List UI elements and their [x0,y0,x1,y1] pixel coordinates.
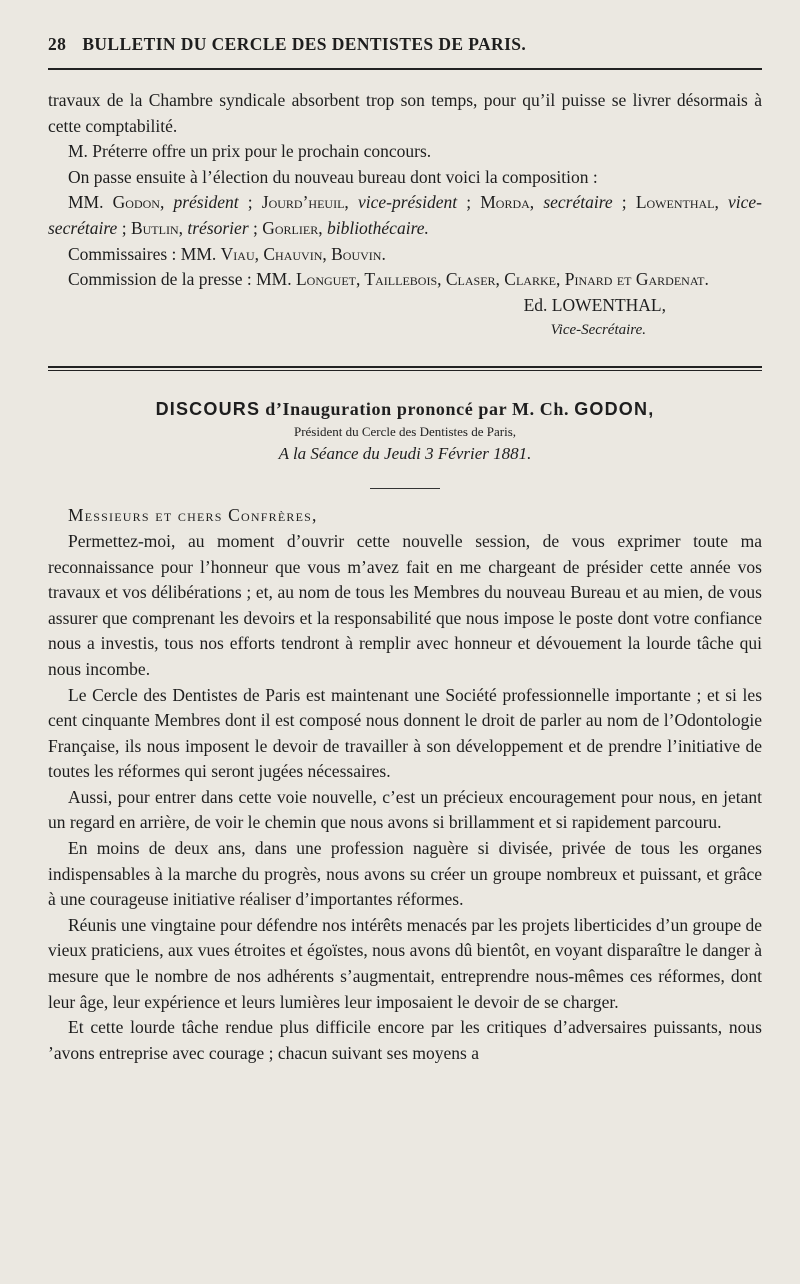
member-name: Godon [112,192,160,213]
discours-subtitle: Président du Cercle des Dentistes de Paris, [293,424,517,440]
speech-paragraph: Le Cercle des Dentistes de Paris est maintenant une Société professionnelle importante ; et si les cent cinquante Membres dont il est composé nous donnent le droit de parler au nom de l’Odontologie Française, ils nous imposent le devoir de travailler à son développement et de prendre l’initiative de toutes les réformes qui seront jugées nécessaires. [48,684,762,782]
minutes-paragraph: On passe ensuite à l’élection du nouveau bureau dont voici la composition : [68,166,598,187]
presse-line [48,267,762,293]
member-name: Gorlier [262,217,319,238]
member-role: trésorier [187,217,249,238]
discours-title [48,399,762,420]
signature-role: Vice-Secrétaire. [550,322,646,339]
speech-paragraph: Et cette lourde tâche rendue plus difficile encore par les critiques d’adversaires puissants, nous ’avons entreprise avec courage ; chacun suivant ses moyens a [48,1017,762,1063]
member-name: Morda [480,192,530,213]
commissaires-label: Commissaires : MM. [68,243,221,264]
member-name: Jourd’heuil [261,192,345,213]
member-name: Butlin [130,217,179,238]
member-role: président [173,192,239,213]
bureau-composition: MM. Godon, président ; Jourd’heuil, vice-président ; Morda, secrétaire ; Lowenthal, vice-secrétaire ; Butlin, trésorier ; Gorlier, bibliothécaire. [48,192,763,238]
member-role: bibliothécaire. [326,217,429,238]
section-divider [48,366,762,371]
title-name: GODON, [574,399,655,420]
commissaires-line [48,242,762,268]
presse-label: Commission de la presse : MM. [68,269,296,290]
running-header [48,34,760,64]
member-name: Lowenthal [635,192,715,213]
bulletin-title: BULLETIN DU CERCLE DES DENTISTES DE PARIS. [82,34,527,54]
bureau-intro: MM. [68,192,113,213]
discours-dateline: A la Séance du Jeudi 3 Février 1881. [278,444,532,464]
member-role: vice-secrétaire [48,192,763,238]
member-role: secrétaire [543,192,613,213]
speech-body [48,503,762,1066]
title-rule [370,488,440,489]
signature: Ed. LOWENTHAL, [523,294,666,315]
discours-heading [48,399,762,489]
minutes-paragraph: M. Préterre offre un prix pour le prochain concours. [68,141,432,162]
speech-paragraph: Aussi, pour entrer dans cette voie nouvelle, c’est un précieux encouragement pour nous, en jetant un regard en arrière, de voir le chemin que nous avons si brillamment et si rapidement parcouru. [48,786,762,833]
presse-names: Longuet, Taillebois, Claser, Clarke, Pinard et Gardenat. [295,269,709,290]
minutes-section [48,88,762,342]
salutation: Messieurs et chers Confrères, [68,505,318,526]
speech-paragraph: Permettez-moi, au moment d’ouvrir cette nouvelle session, de vous exprimer toute ma reconnaissance pour l’honneur que vous m’avez fait en me chargeant de présider cette année vos travaux et vos délibérations ; et, au nom de tous les Membres du nouveau Bureau et au mien, de vous assurer que comprenant les devoirs et la responsabilité que nous impose le poste dont votre confiance nous a investis, tous nos efforts tendront à remplir avec honneur et dévouement la lourde tâche qui nous incombe. [48,530,762,679]
speech-paragraph: En moins de deux ans, dans une profession naguère si divisée, privée de tous les organes indispensables à la marche du progrès, nous avons su créer un groupe nombreux et puissant, et grâce à une courageuse initiative réaliser d’importantes réformes. [48,838,762,910]
page-number: 28 [48,34,67,54]
speech-paragraph: Réunis une vingtaine pour défendre nos intérêts menacés par les projets liberticides d’un groupe de vieux praticiens, aux vues étroites et égoïstes, nous avons dû bientôt, en voyant disparaître le danger à mesure que le nombre de nos adhérents s’augmentait, entreprendre nous-mêmes ces réformes, dont leur âge, leur expérience et leurs lumières leur imposaient le devoir de se charger. [48,914,762,1012]
commissaires-names: Viau, Chauvin, Bouvin. [220,243,386,264]
title-rest: d’Inauguration prononcé par M. Ch. [260,399,575,420]
member-role: vice-président [357,192,458,213]
header-rule [48,68,762,70]
title-word: DISCOURS [155,399,261,420]
minutes-paragraph: travaux de la Chambre syndicale absorbent trop son temps, pour qu’il puisse se livrer désormais à cette comptabilité. [48,90,762,136]
